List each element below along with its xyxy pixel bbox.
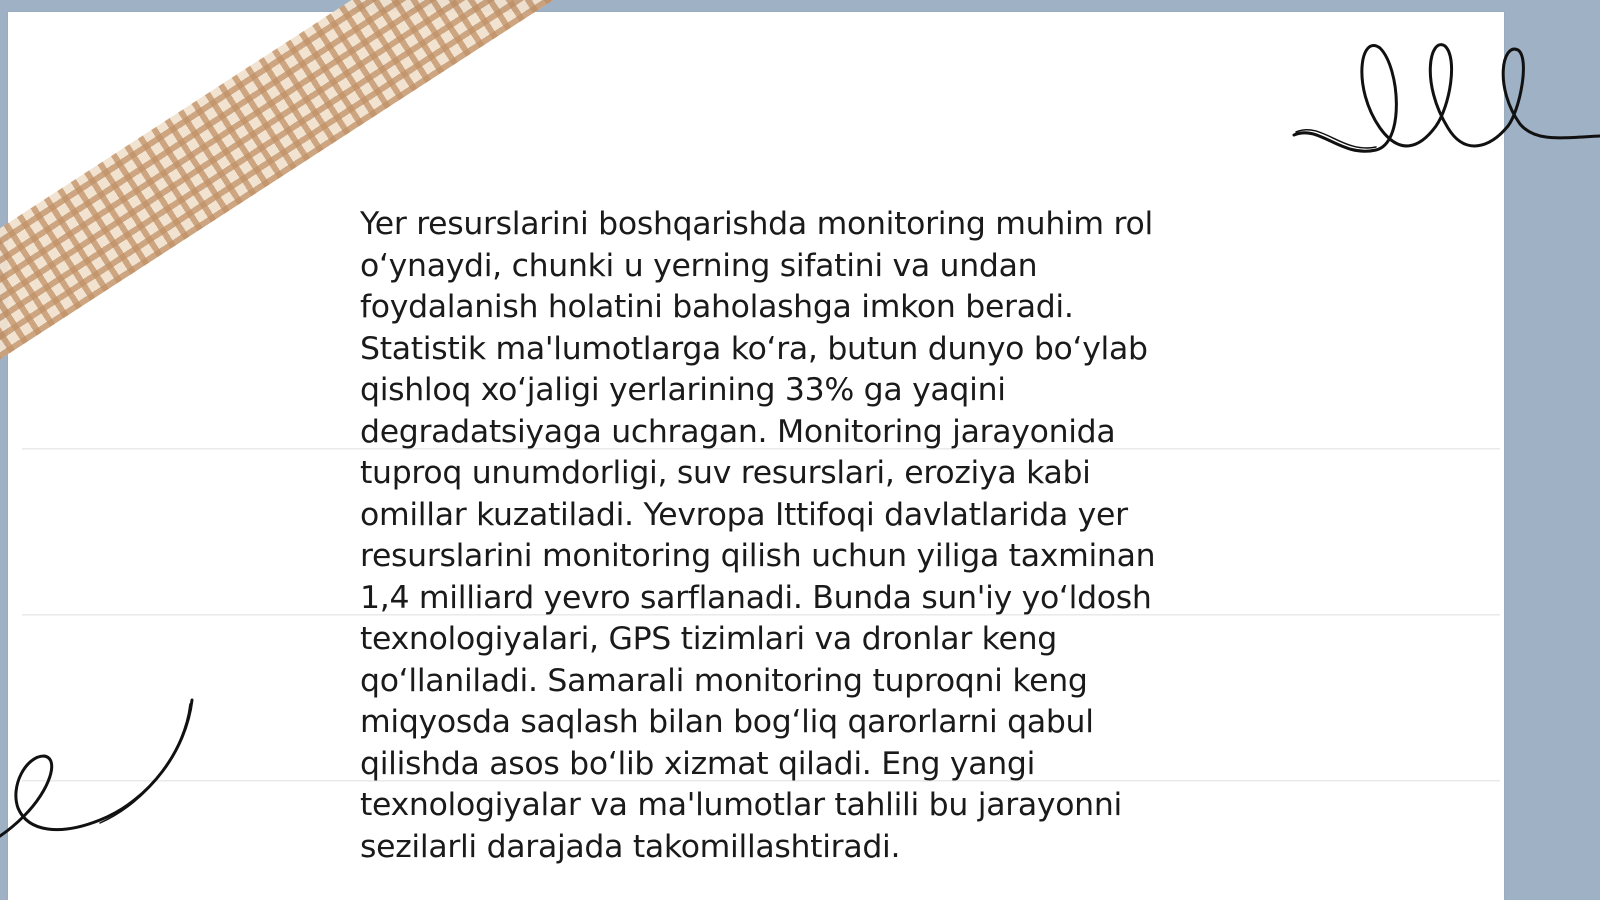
swirl-bottom-left-icon [0,690,210,850]
slide-body-text: Yer resurslarini boshqarishda monitoring muhim rol o‘ynaydi, chunki u yerning sifatini va undan foydalanish holatini baholashga imkon beradi. Statistik ma'lumotlarga ko‘ra, butun dunyo bo‘ylab qishloq xo‘jaligi yerlarining 33% ga yaqini degradatsiyaga uchragan. Monitoring jarayonida tuproq unumdorligi, suv resurslari, eroziya kabi omillar kuzatiladi. Yevropa Ittifoqi davlatlarida yer resurslarini monitoring qilish uchun yiliga taxminan 1,4 milliard yevro sarflanadi. Bunda sun'iy yo‘ldosh texnologiyalari, GPS tizimlari va dronlar keng qo‘llaniladi. Samarali monitoring tuproqni keng miqyosda saqlash bilan bog‘liq qarorlarni qabul qilishda asos bo‘lib xizmat qiladi. Eng yangi texnologiyalar va ma'lumotlar tahlili bu jarayonni sezilarli darajada takomillashtiradi. [360,206,1156,865]
swirl-top-right-icon [1280,28,1600,168]
